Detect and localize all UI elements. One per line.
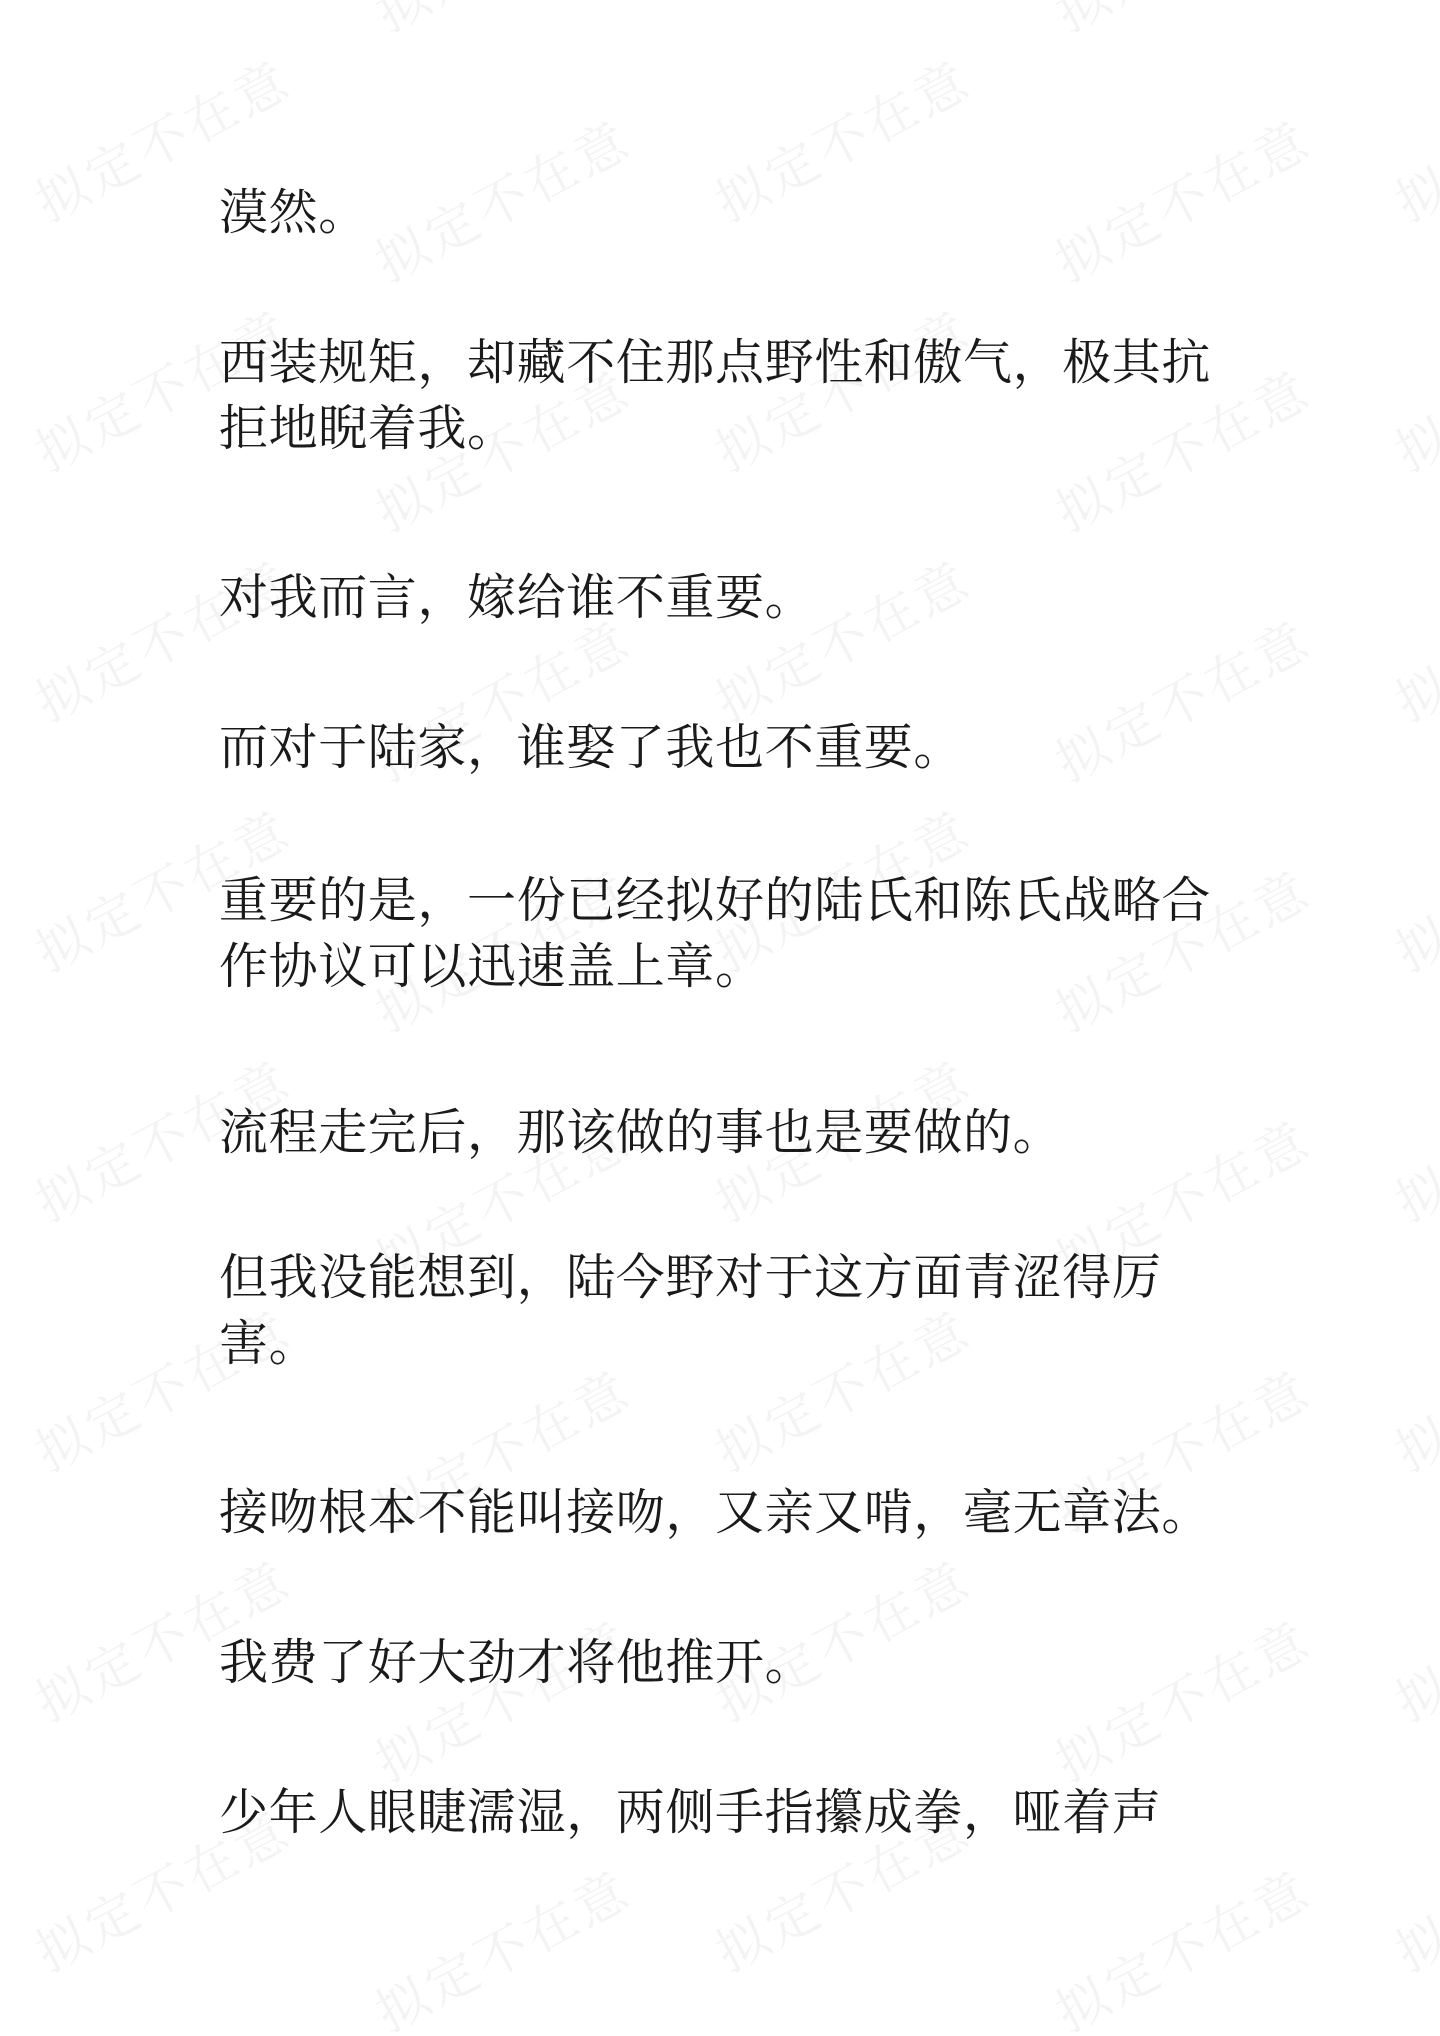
watermark-text	[1380, 289, 1440, 487]
document-body	[219, 0, 1239, 2036]
watermark-text	[1380, 1039, 1440, 1237]
paragraph: 重要的是，一份已经拟好的陆氏和陈氏战略合作协议可以迅速盖上章。	[219, 872, 1212, 995]
watermark-text	[1380, 39, 1440, 237]
paragraph: 漠然。	[219, 184, 368, 241]
paragraph: 但我没能想到，陆今野对于这方面青涩得厉害。	[219, 1249, 1162, 1372]
paragraph: 对我而言，嫁给谁不重要。	[219, 569, 815, 626]
paragraph: 流程走完后，那该做的事也是要做的。	[219, 1104, 1063, 1161]
paragraph: 接吻根本不能叫接吻，又亲又啃，毫无章法。	[219, 1484, 1212, 1541]
watermark-text	[1380, 539, 1440, 737]
paragraph: 我费了好大劲才将他推开。	[219, 1634, 815, 1691]
paragraph: 西装规矩，却藏不住那点野性和傲气，极其抗拒地睨着我。	[219, 334, 1212, 457]
watermark-text	[1380, 1289, 1440, 1487]
watermark-text	[1380, 1789, 1440, 1987]
paragraph: 而对于陆家，谁娶了我也不重要。	[219, 719, 964, 776]
watermark-text	[1380, 1539, 1440, 1737]
paragraph: 少年人眼睫濡湿，两侧手指攥成拳，哑着声	[219, 1784, 1162, 1841]
watermark-text	[1380, 789, 1440, 987]
